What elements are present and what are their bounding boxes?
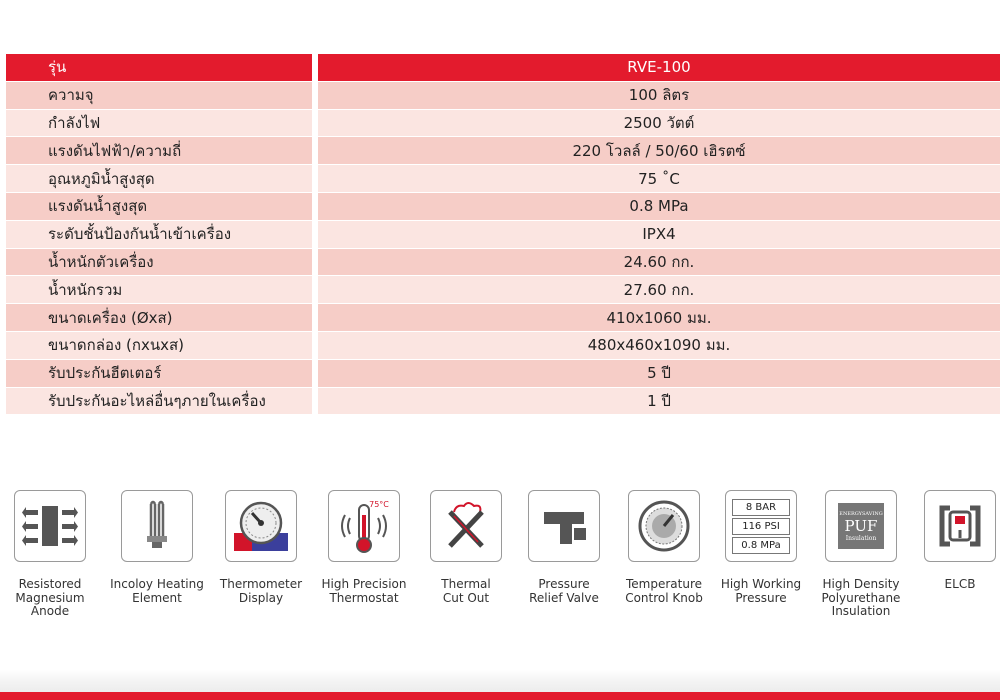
feature-label: High Precision Thermostat xyxy=(321,577,407,605)
feature-elcb xyxy=(910,490,1000,592)
footer-accent-bar xyxy=(0,692,1000,700)
spec-value: 24.60 กก. xyxy=(318,249,1000,276)
pressure-line: 8 BAR xyxy=(732,499,790,516)
feature-label: High Working Pressure xyxy=(720,577,802,605)
heating-element-icon xyxy=(121,490,193,562)
spec-row xyxy=(6,137,1000,165)
feature-label: Thermal Cut Out xyxy=(441,577,491,605)
thermometer-display-icon xyxy=(225,490,297,562)
spec-row xyxy=(6,110,1000,138)
spec-label: ระดับชั้นป้องกันน้ำเข้าเครื่อง xyxy=(6,221,312,248)
feature-thermometer-display xyxy=(211,490,311,605)
spec-label: อุณหภูมิน้ำสูงสุด xyxy=(6,165,312,192)
feature-pressure-gauge xyxy=(711,490,811,605)
pressure-line: 116 PSI xyxy=(732,518,790,535)
spec-label: น้ำหนักรวม xyxy=(6,276,312,303)
spec-row xyxy=(6,221,1000,249)
spec-label: รุ่น xyxy=(6,54,312,81)
feature-label: High Density Polyurethane Insulation xyxy=(821,577,901,618)
feature-label: Resistored Magnesium Anode xyxy=(15,577,85,618)
puf-top-text: ENERGYSAVING xyxy=(839,510,883,517)
spec-value: 2500 วัตต์ xyxy=(318,110,1000,137)
feature-icons xyxy=(0,490,1000,620)
spec-row xyxy=(6,165,1000,193)
thermostat-badge: 75°C xyxy=(369,500,389,509)
thermal-cutout-icon xyxy=(430,490,502,562)
spec-row xyxy=(6,304,1000,332)
spec-value: 410x1060 มม. xyxy=(318,304,1000,331)
spec-value: IPX4 xyxy=(318,221,1000,248)
spec-header-row xyxy=(6,54,1000,82)
spec-value: 75 ˚C xyxy=(318,165,1000,192)
spec-label: แรงดันน้ำสูงสุด xyxy=(6,193,312,220)
puf-insulation-icon xyxy=(825,490,897,562)
spec-value: 0.8 MPa xyxy=(318,193,1000,220)
spec-label: น้ำหนักตัวเครื่อง xyxy=(6,249,312,276)
spec-value: 220 โวลล์ / 50/60 เฮิรตซ์ xyxy=(318,137,1000,164)
spec-label: ความจุ xyxy=(6,82,312,109)
spec-value: 480x460x1090 มม. xyxy=(318,332,1000,359)
puf-main-text: PUF xyxy=(844,516,878,535)
spec-row xyxy=(6,249,1000,277)
spec-value: RVE-100 xyxy=(318,54,1000,81)
feature-label: Pressure Relief Valve xyxy=(529,577,599,605)
feature-label: Thermometer Display xyxy=(219,577,303,605)
spec-label: ขนาดกล่อง (กxนxส) xyxy=(6,332,312,359)
spec-label: แรงดันไฟฟ้า/ความถี่ xyxy=(6,137,312,164)
feature-temperature-knob xyxy=(614,490,714,605)
spec-value: 1 ปี xyxy=(318,388,1000,415)
feature-puf-insulation xyxy=(811,490,911,619)
spec-label: รับประกันฮีตเตอร์ xyxy=(6,360,312,387)
feature-label: ELCB xyxy=(944,577,976,591)
pressure-line: 0.8 MPa xyxy=(732,537,790,554)
temperature-knob-icon xyxy=(628,490,700,562)
spec-table xyxy=(6,54,1000,415)
feature-label: Incoloy Heating Element xyxy=(110,577,204,605)
puf-sub-text: Insulation xyxy=(845,534,877,542)
spec-row xyxy=(6,193,1000,221)
feature-magnesium-anode xyxy=(0,490,100,619)
spec-row xyxy=(6,276,1000,304)
spec-label: ขนาดเครื่อง (Øxส) xyxy=(6,304,312,331)
thermostat-icon xyxy=(328,490,400,562)
pressure-valve-icon xyxy=(528,490,600,562)
feature-thermostat xyxy=(314,490,414,605)
feature-label: Temperature Control Knob xyxy=(625,577,703,605)
elcb-icon xyxy=(924,490,996,562)
feature-heating-element xyxy=(107,490,207,605)
spec-row xyxy=(6,332,1000,360)
spec-row xyxy=(6,388,1000,416)
spec-row xyxy=(6,82,1000,110)
spec-value: 100 ลิตร xyxy=(318,82,1000,109)
feature-pressure-valve xyxy=(514,490,614,605)
feature-thermal-cutout xyxy=(416,490,516,605)
spec-value: 5 ปี xyxy=(318,360,1000,387)
magnesium-anode-icon xyxy=(14,490,86,562)
spec-row xyxy=(6,360,1000,388)
spec-label: กำลังไฟ xyxy=(6,110,312,137)
pressure-gauge-icon xyxy=(725,490,797,562)
spec-label: รับประกันอะไหล่อื่นๆภายในเครื่อง xyxy=(6,388,312,415)
spec-value: 27.60 กก. xyxy=(318,276,1000,303)
